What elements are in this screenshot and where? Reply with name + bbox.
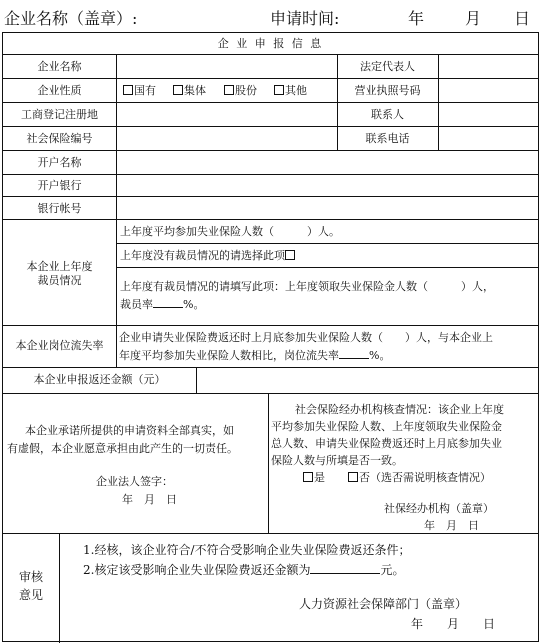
- license-no-label: 营业执照号码: [354, 84, 421, 97]
- review-label-a: 审核: [18, 570, 43, 584]
- legal-rep-field[interactable]: [439, 55, 538, 78]
- company-name-label: 企业名称: [37, 60, 82, 73]
- company-name-field[interactable]: [117, 55, 337, 78]
- agency-line-a: 社会保险经办机构核查情况：该企业上年度: [295, 403, 504, 416]
- company-name-stamp-label: 企业名称（盖章）:: [4, 9, 138, 28]
- checkbox-icon: [274, 85, 284, 95]
- review-date: 年 月 日: [411, 617, 496, 631]
- review-stamp-label: 人力资源社会保障部门（盖章）: [299, 597, 468, 611]
- legal-sign-label: 企业法人签字：: [96, 475, 173, 488]
- checkbox-icon: [224, 85, 234, 95]
- nature-option-other[interactable]: 其他: [274, 84, 307, 98]
- application-form-table: [2, 32, 539, 642]
- refund-amount-field[interactable]: [197, 368, 538, 393]
- layoff-label: 本企业上年度 裁员情况: [26, 260, 93, 287]
- nature-option-collective[interactable]: 集体: [173, 84, 206, 98]
- pledge-line-a: 本企业承诺所提供的申请资料全部真实，如: [25, 424, 234, 437]
- layoff-line-1: 上年度平均参加失业保险人数（ ）人。: [120, 225, 340, 238]
- layoff-line-3a: 上年度有裁员情况的请填写此项：上年度领取失业保险金人数（ ）人，: [120, 280, 494, 293]
- legal-sign-date: 年 月 日: [122, 493, 177, 506]
- day-label: 日: [514, 9, 531, 28]
- turnover-line-b: 年度平均参加失业保险人数相比，岗位流失率 %。: [119, 349, 391, 362]
- turnover-line-a: 企业申请失业保险费返还时上月底参加失业保险人数（ ）人，与本企业上: [119, 331, 493, 344]
- checkbox-icon: [123, 85, 133, 95]
- agency-date: 年 月 日: [424, 519, 479, 532]
- turnover-rate-blank[interactable]: [339, 358, 369, 359]
- reg-place-label: 工商登记注册地: [21, 108, 98, 121]
- checkbox-icon: [303, 472, 313, 482]
- phone-label: 联系电话: [365, 132, 410, 145]
- checkbox-icon: [285, 250, 295, 260]
- account-no-label: 银行帐号: [37, 202, 82, 215]
- bank-label: 开户银行: [37, 179, 82, 192]
- review-line-1: 1.经核，该企业符合/不符合受影响企业失业保险费返还条件；: [83, 543, 411, 557]
- month-label: 月: [465, 9, 482, 28]
- pledge-line-b: 有虚假，本企业愿意承担由此产生的一切责任。: [7, 442, 238, 455]
- agency-line-b: 平均参加失业保险人数、上年度领取失业保险金: [271, 420, 502, 433]
- layoff-line-3b: 裁员率 %。: [120, 298, 205, 311]
- account-name-label: 开户名称: [37, 156, 82, 169]
- nature-option-shareholding[interactable]: 股份: [224, 84, 257, 98]
- agency-line-d: 保险人数与所填是否一致。: [271, 454, 403, 467]
- refund-amount-label: 本企业申报返还金额（元）: [33, 373, 166, 386]
- nature-option-state[interactable]: 国有: [123, 84, 156, 98]
- layoff-rate-blank[interactable]: [153, 307, 183, 308]
- review-line-2: 2.核定该受影响企业失业保险费返还金额为 元。: [83, 563, 405, 577]
- checkbox-icon: [173, 85, 183, 95]
- layoff-line-2[interactable]: 上年度没有裁员情况的请选择此项: [120, 249, 296, 263]
- si-no-label: 社会保险编号: [26, 132, 93, 145]
- turnover-label: 本企业岗位流失率: [15, 339, 104, 352]
- agency-option-no[interactable]: 否（选否需说明核查情况）: [348, 471, 491, 485]
- agency-stamp-label: 社保经办机构（盖章）: [384, 502, 494, 515]
- review-label-b: 意见: [18, 588, 43, 602]
- year-label: 年: [408, 9, 425, 28]
- form-header: [0, 6, 541, 30]
- agency-option-yes[interactable]: 是: [303, 471, 325, 485]
- contact-label: 联系人: [371, 108, 404, 121]
- section-title: 企 业 申 报 信 息: [217, 37, 324, 50]
- agency-line-c: 总人数、申请失业保险费返还时上月底参加失业: [271, 437, 502, 450]
- apply-time-label: 申请时间:: [270, 9, 340, 28]
- company-nature-label: 企业性质: [37, 84, 82, 97]
- legal-rep-label: 法定代表人: [360, 60, 415, 73]
- review-amount-blank[interactable]: [310, 573, 380, 574]
- checkbox-icon: [348, 472, 358, 482]
